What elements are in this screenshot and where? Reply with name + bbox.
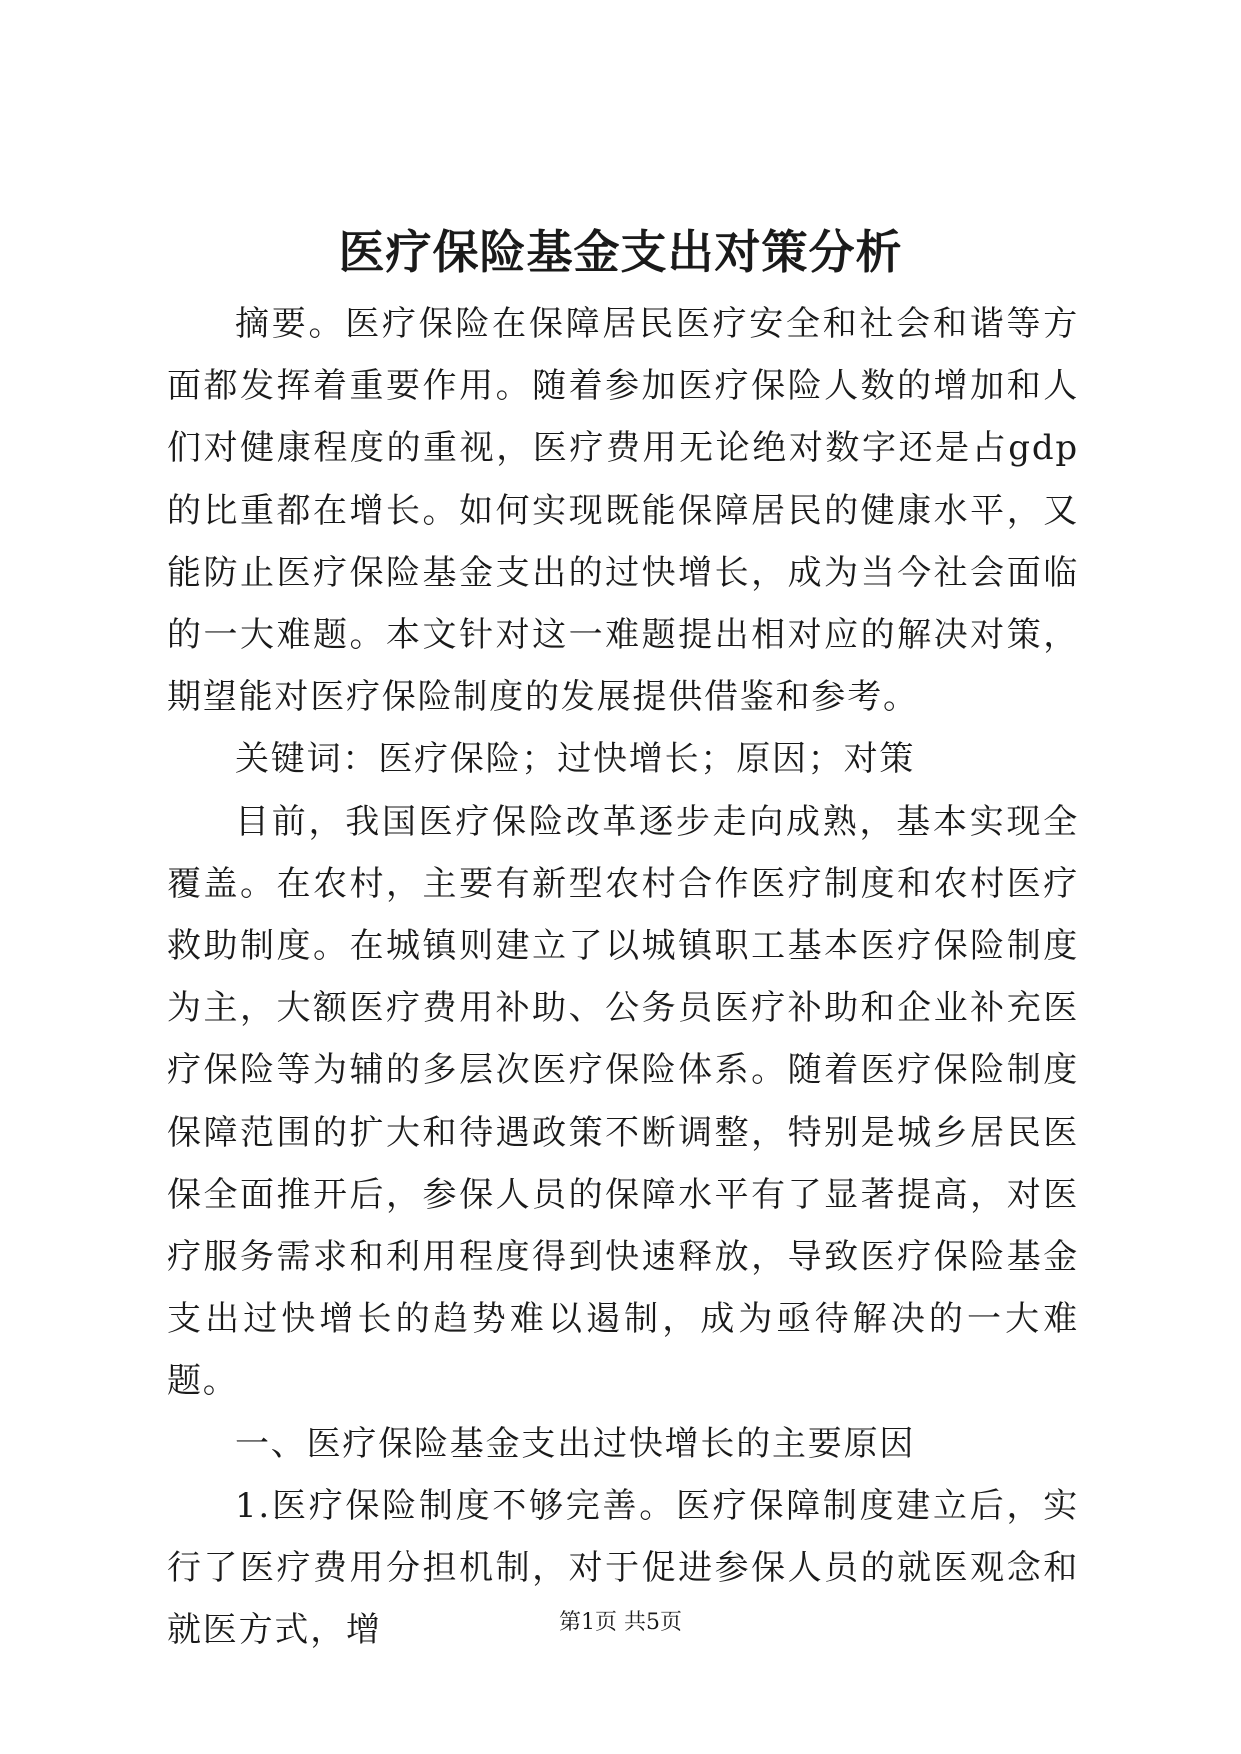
page-title: 医疗保险基金支出对策分析 [338, 225, 903, 279]
abstract-paragraph: 摘要。医疗保险在保障居民医疗安全和社会和谐等方面都发挥着重要作用。随着参加医疗保险人数的增加和人们对健康程度的重视，医疗费用无论绝对数字还是占gdp的比重都在增长。如何实现既能保障居民的健康水平，又能防止医疗保险基金支出的过快增长，成为当今社会面临的一大难题。本文针对这一难题提出相对应的解决对策，期望能对医疗保险制度的发展提供借鉴和参考。 [167, 304, 1079, 718]
page-number: 第1页 共5页 [559, 1610, 682, 1635]
section-paragraph: 1.医疗保险制度不够完善。医疗保障制度建立后，实行了医疗费用分担机制，对于促进参保人员的就医观念和就医方式，增 [167, 1485, 1079, 1651]
document-body [167, 293, 1079, 1661]
keywords-paragraph: 关键词：医疗保险；过快增长；原因；对策 [235, 739, 916, 780]
section-heading: 一、医疗保险基金支出过快增长的主要原因 [235, 1423, 916, 1464]
intro-paragraph: 目前，我国医疗保险改革逐步走向成熟，基本实现全覆盖。在农村，主要有新型农村合作医疗制度和农村医疗救助制度。在城镇则建立了以城镇职工基本医疗保险制度为主，大额医疗费用补助、公务员医疗补助和企业补充医疗保险等为辅的多层次医疗保险体系。随着医疗保险制度保障范围的扩大和待遇政策不断调整，特别是城乡居民医保全面推开后，参保人员的保障水平有了显著提高，对医疗服务需求和利用程度得到快速释放，导致医疗保险基金支出过快增长的趋势难以遏制，成为亟待解决的一大难题。 [167, 801, 1079, 1402]
